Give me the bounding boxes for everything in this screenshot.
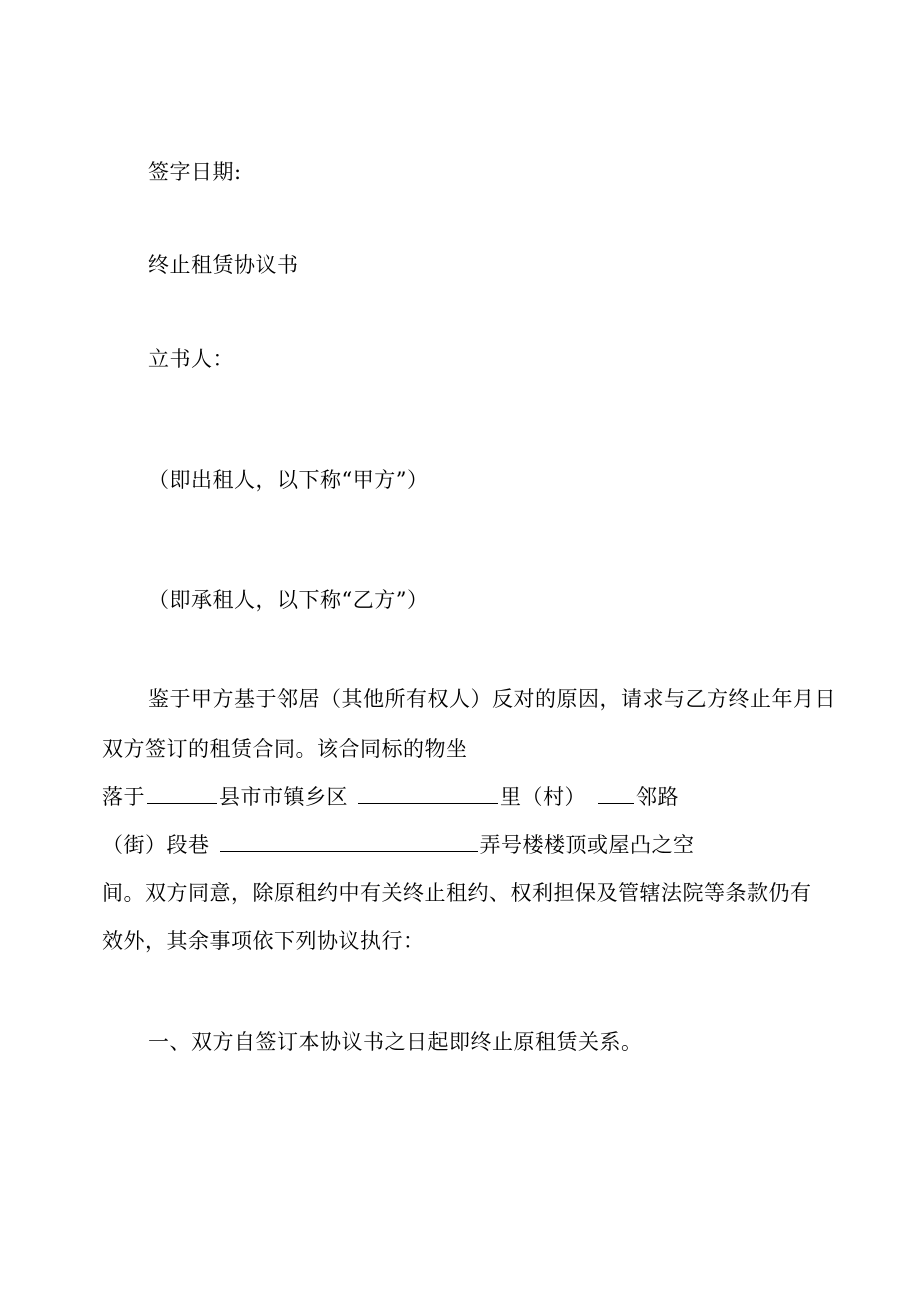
party-b-line: （即承租人，以下称“乙方”） (148, 588, 429, 612)
body-text: 县市市镇乡区 (219, 785, 348, 809)
signature-date-label: 签字日期: (148, 160, 242, 184)
body-line-4 (102, 830, 695, 860)
body-line-5: 间。双方同意，除原租约中有关终止租约、权利担保及管辖法院等条款仍有 (102, 881, 812, 905)
party-label: 立书人： (148, 347, 234, 371)
body-text: 里（村） (500, 785, 586, 809)
body-text: 弄号楼楼顶或屋凸之空 (479, 833, 695, 857)
body-text: 落于 (102, 785, 145, 809)
party-a-line: （即出租人，以下称“甲方”） (148, 468, 429, 492)
blank-field-lane (220, 831, 478, 852)
document-title: 终止租赁协议书 (148, 253, 299, 277)
blank-field-neighborhood (598, 783, 634, 804)
body-text: 邻路 (636, 785, 679, 809)
body-text: （街）段巷 (102, 833, 210, 857)
blank-field-county (147, 783, 217, 804)
body-line-1: 鉴于甲方基于邻居（其他所有权人）反对的原因，请求与乙方终止年月日 (148, 687, 836, 711)
clause-1: 一、双方自签订本协议书之日起即终止原租赁关系。 (148, 1030, 643, 1054)
body-line-6: 效外，其余事项依下列协议执行： (102, 929, 425, 953)
blank-field-village (358, 783, 498, 804)
body-line-3 (102, 782, 679, 812)
body-line-2: 双方签订的租赁合同。该合同标的物坐 (102, 737, 468, 761)
